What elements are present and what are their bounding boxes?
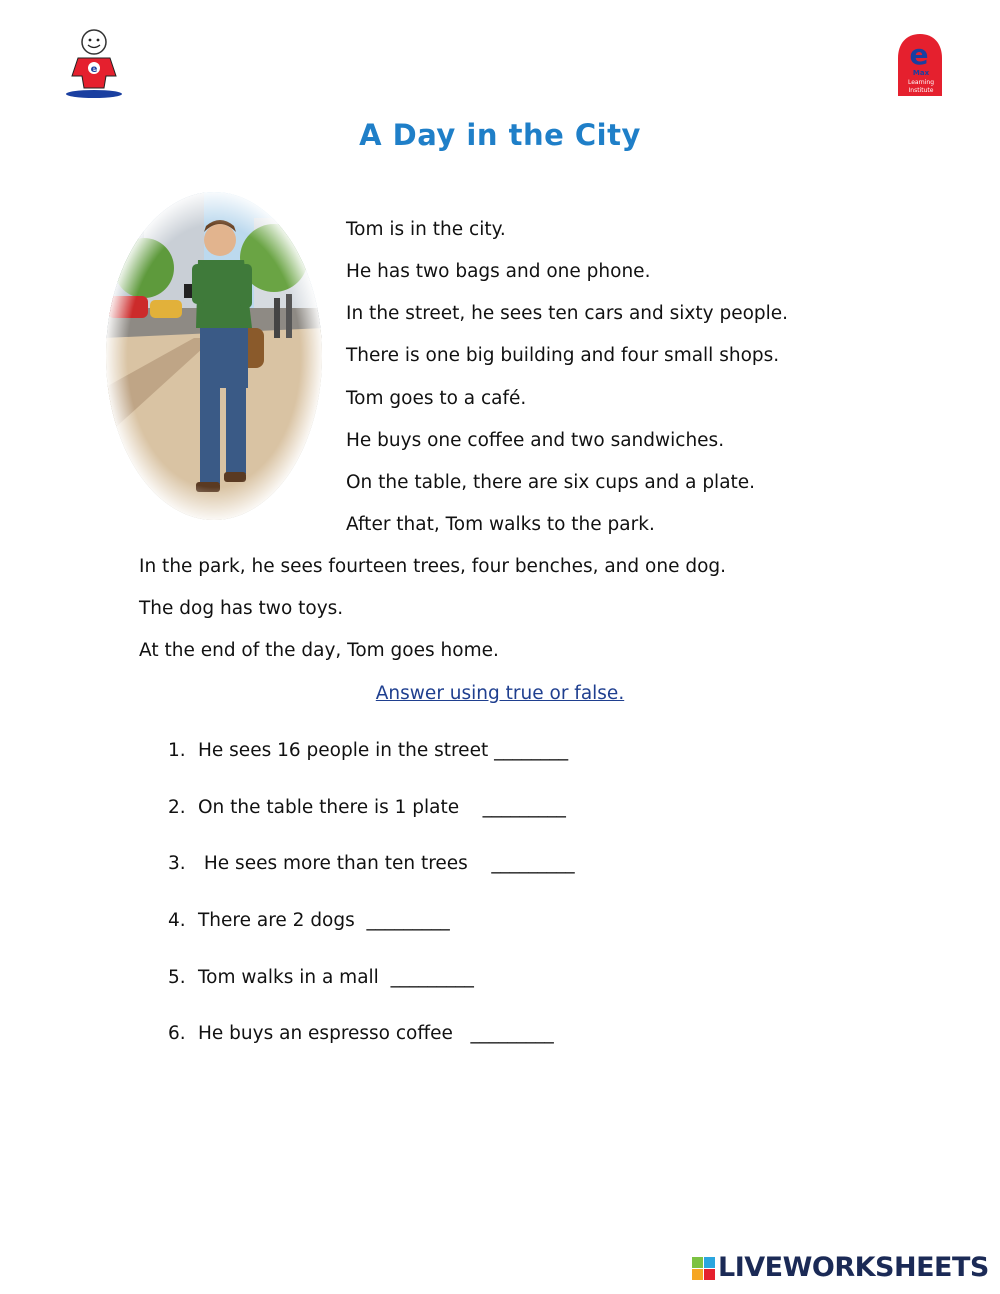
question-item[interactable] (168, 853, 575, 874)
story-line: The dog has two toys. (139, 598, 344, 619)
question-item[interactable] (168, 797, 566, 818)
question-item[interactable] (168, 910, 450, 931)
question-number: 1. (168, 740, 186, 761)
page-title: A Day in the City (359, 118, 641, 152)
story-line: He buys one coffee and two sandwiches. (346, 430, 725, 451)
brand-name: LIVEWORKSHEETS (718, 1252, 989, 1283)
story-line: Tom is in the city. (346, 219, 506, 240)
question-number: 4. (168, 910, 186, 931)
svg-text:e: e (90, 64, 98, 75)
question-text: There are 2 dogs _________ (198, 910, 450, 931)
question-number: 3. (168, 853, 186, 874)
question-item[interactable] (168, 740, 568, 761)
question-text: He buys an espresso coffee _________ (198, 1023, 554, 1044)
question-text: On the table there is 1 plate _________ (198, 797, 566, 818)
svg-text:Learning: Learning (907, 79, 935, 86)
svg-text:Max: Max (912, 69, 930, 77)
question-text: He sees more than ten trees _________ (198, 853, 575, 874)
instruction-heading: Answer using true or false. (375, 683, 625, 704)
liveworksheets-blocks-icon (692, 1257, 716, 1281)
question-number: 6. (168, 1023, 186, 1044)
svg-text:e: e (909, 38, 929, 71)
story-line: On the table, there are six cups and a plate. (346, 472, 756, 493)
e-max-logo-icon (892, 30, 948, 100)
question-text: Tom walks in a mall _________ (198, 967, 474, 988)
question-text: He sees 16 people in the street ________ (198, 740, 569, 761)
question-item[interactable] (168, 967, 474, 988)
question-item[interactable] (168, 1023, 554, 1044)
story-line: He has two bags and one phone. (346, 261, 651, 282)
liveworksheets-brand[interactable] (692, 1252, 992, 1284)
story-line: In the park, he sees fourteen trees, four benches, and one dog. (139, 556, 727, 577)
question-number: 5. (168, 967, 186, 988)
story-line: There is one big building and four small shops. (346, 345, 780, 366)
story-line: In the street, he sees ten cars and sixty people. (346, 303, 789, 324)
story-line: Tom goes to a café. (346, 388, 527, 409)
svg-text:Institute: Institute (908, 87, 934, 94)
question-number: 2. (168, 797, 186, 818)
story-line: After that, Tom walks to the park. (346, 514, 655, 535)
story-line: At the end of the day, Tom goes home. (139, 640, 499, 661)
man-walking-city-illustration (104, 188, 324, 524)
e-kid-mascot-icon (64, 28, 130, 100)
